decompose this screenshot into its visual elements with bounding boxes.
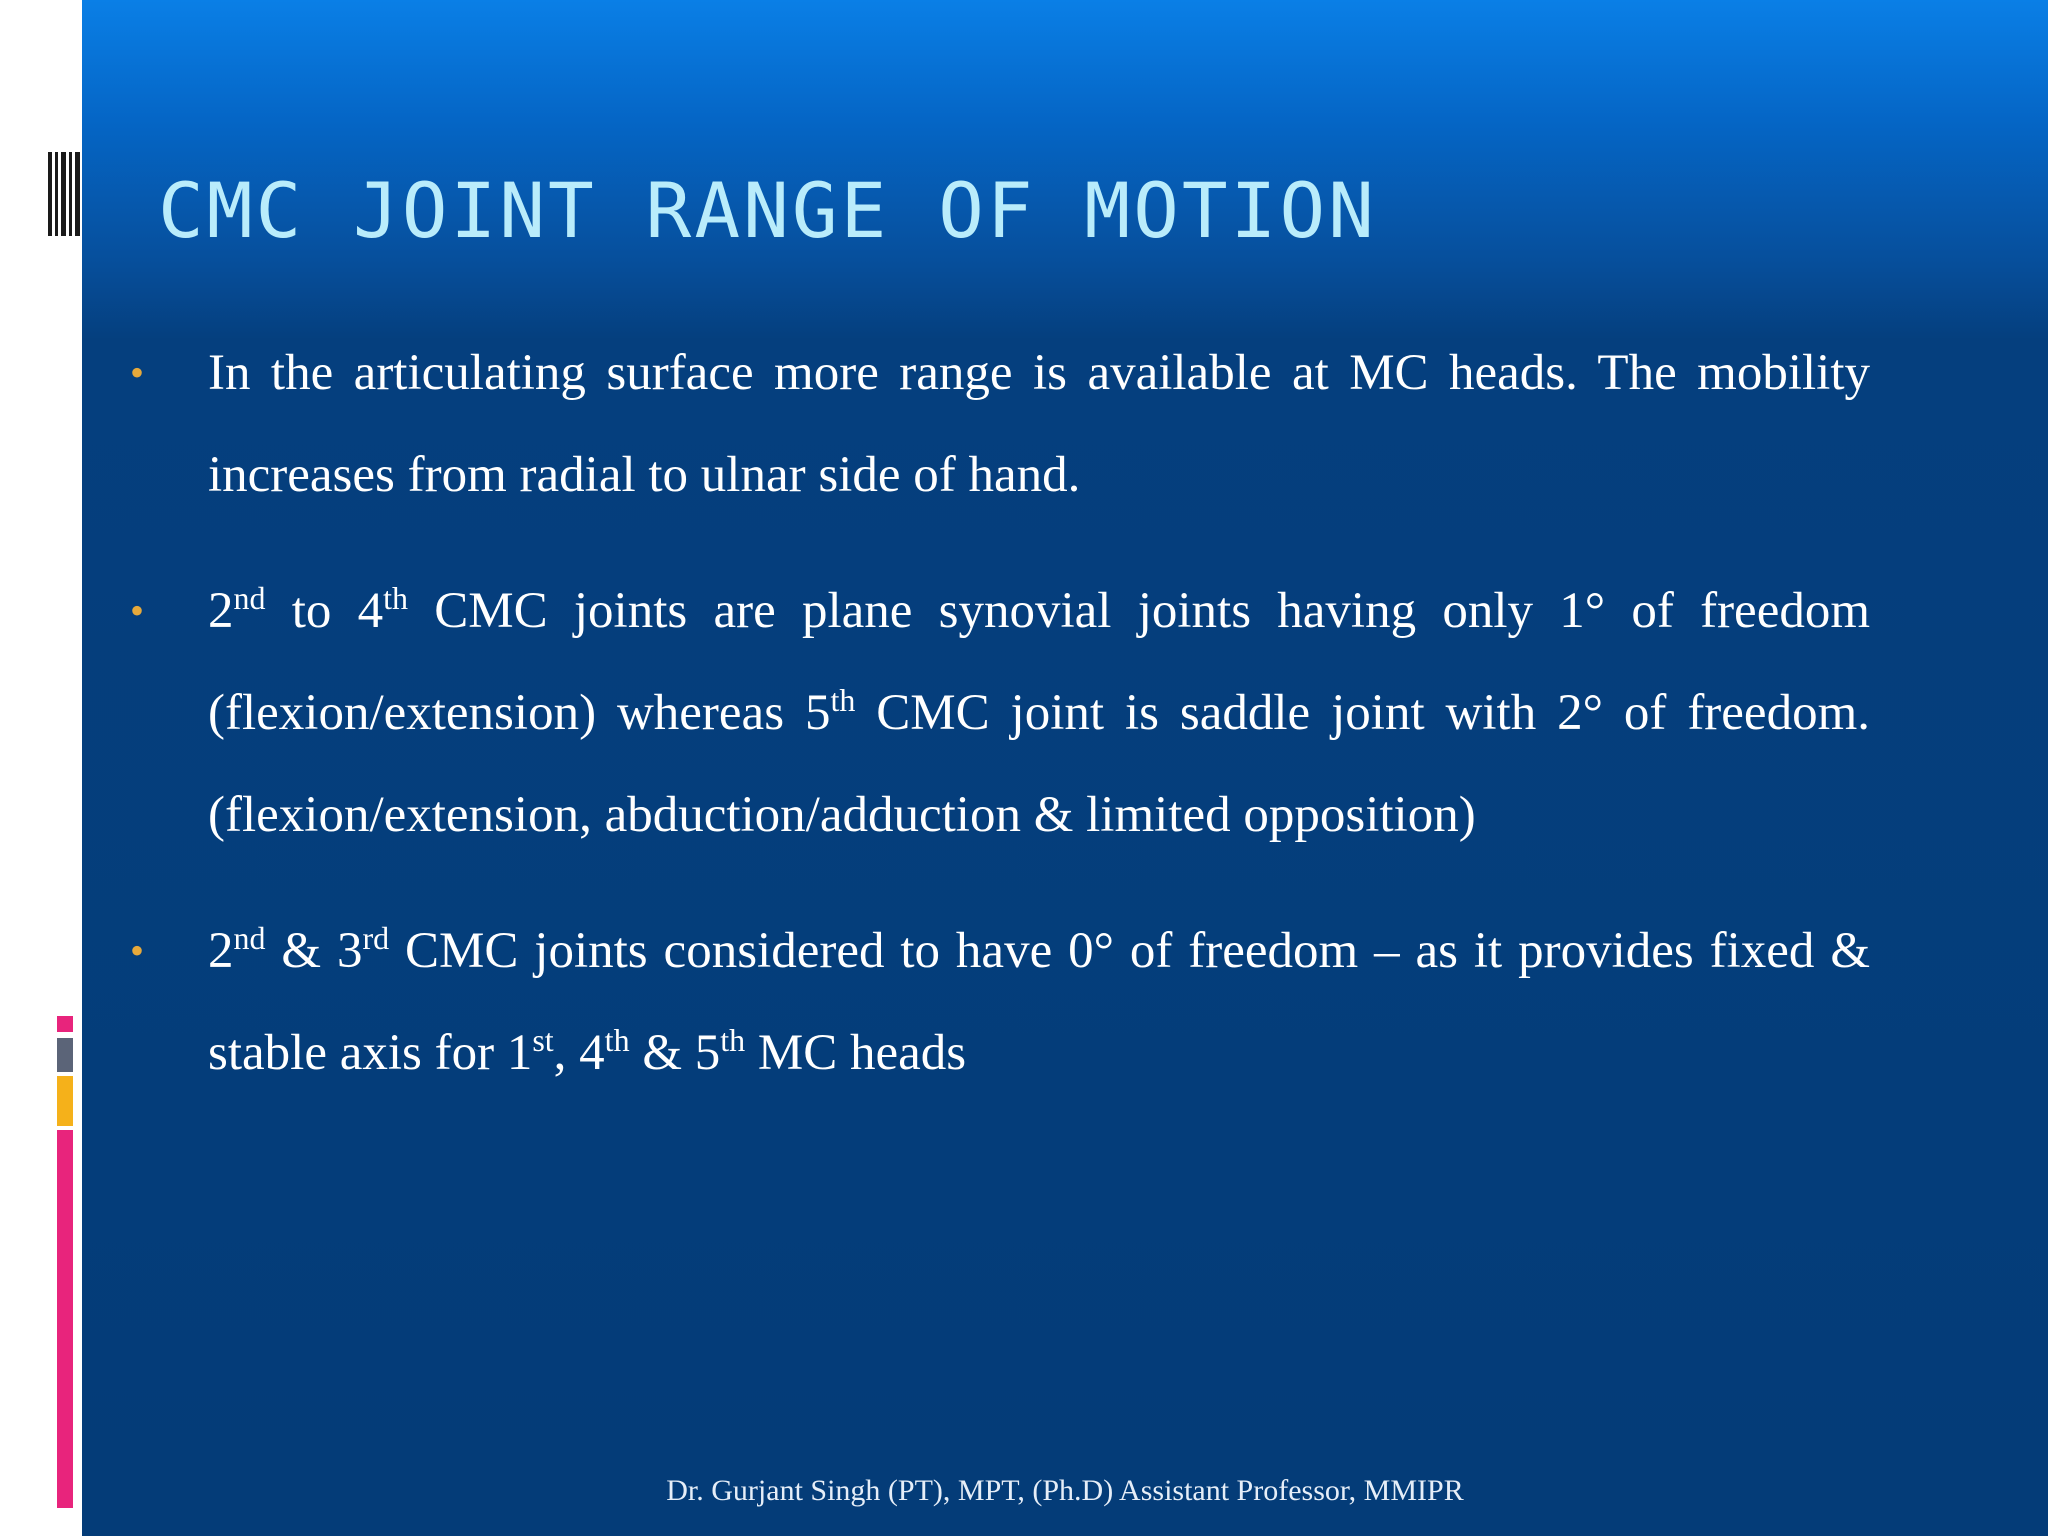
text-segment: to 4 (265, 583, 384, 639)
ordinal-suffix: th (383, 580, 409, 616)
bullet-list (120, 322, 1870, 1138)
text-segment: & 3 (265, 923, 363, 979)
accent-bar-yellow (57, 1076, 73, 1126)
text-segment: & 5 (629, 1025, 721, 1081)
bullet-text (208, 920, 1870, 1081)
text-segment: CMC joints are plane synovial joints having only 1° of freedom (flexion/extension) whereas 5 (208, 583, 1870, 741)
ordinal-suffix: nd (233, 920, 266, 956)
accent-bar-pink (57, 1130, 73, 1508)
text-segment: , 4 (553, 1025, 605, 1081)
ordinal-suffix: rd (362, 920, 390, 956)
ordinal-suffix: th (720, 1022, 746, 1058)
text-segment: CMC joints considered to have 0° of freedom – as it provides fixed & stable axis for 1 (208, 923, 1870, 1081)
text-segment: 2 (208, 923, 234, 979)
accent-bar-pink-top (57, 1016, 73, 1032)
ordinal-suffix: st (532, 1022, 554, 1058)
left-decor-strip (0, 0, 82, 1536)
bullet-dot-icon: • (130, 588, 145, 633)
text-segment: MC heads (745, 1025, 967, 1081)
text-segment: In the articulating surface more range is available at MC heads. The mobility increases from radial to ulnar side of hand. (208, 345, 1870, 503)
bullet-dot-icon: • (130, 928, 145, 973)
bullet-item (120, 560, 1870, 866)
decorative-vertical-lines (48, 152, 80, 236)
ordinal-suffix: th (604, 1022, 630, 1058)
ordinal-suffix: th (830, 682, 856, 718)
slide-title: CMC JOINT RANGE OF MOTION (158, 166, 1377, 255)
slide-footer: Dr. Gurjant Singh (PT), MPT, (Ph.D) Assistant Professor, MMIPR (666, 1474, 1464, 1507)
text-segment: 2 (208, 583, 234, 639)
bullet-text (208, 580, 1870, 843)
bullet-item (120, 322, 1870, 526)
ordinal-suffix: nd (233, 580, 266, 616)
text-segment: CMC joint is saddle joint with 2° of freedom. (flexion/extension, abduction/adduction & limited opposition) (208, 685, 1870, 843)
bullet-text (208, 345, 1870, 503)
bullet-item (120, 900, 1870, 1104)
bullet-dot-icon: • (130, 350, 145, 395)
accent-bar-gray (57, 1038, 73, 1072)
